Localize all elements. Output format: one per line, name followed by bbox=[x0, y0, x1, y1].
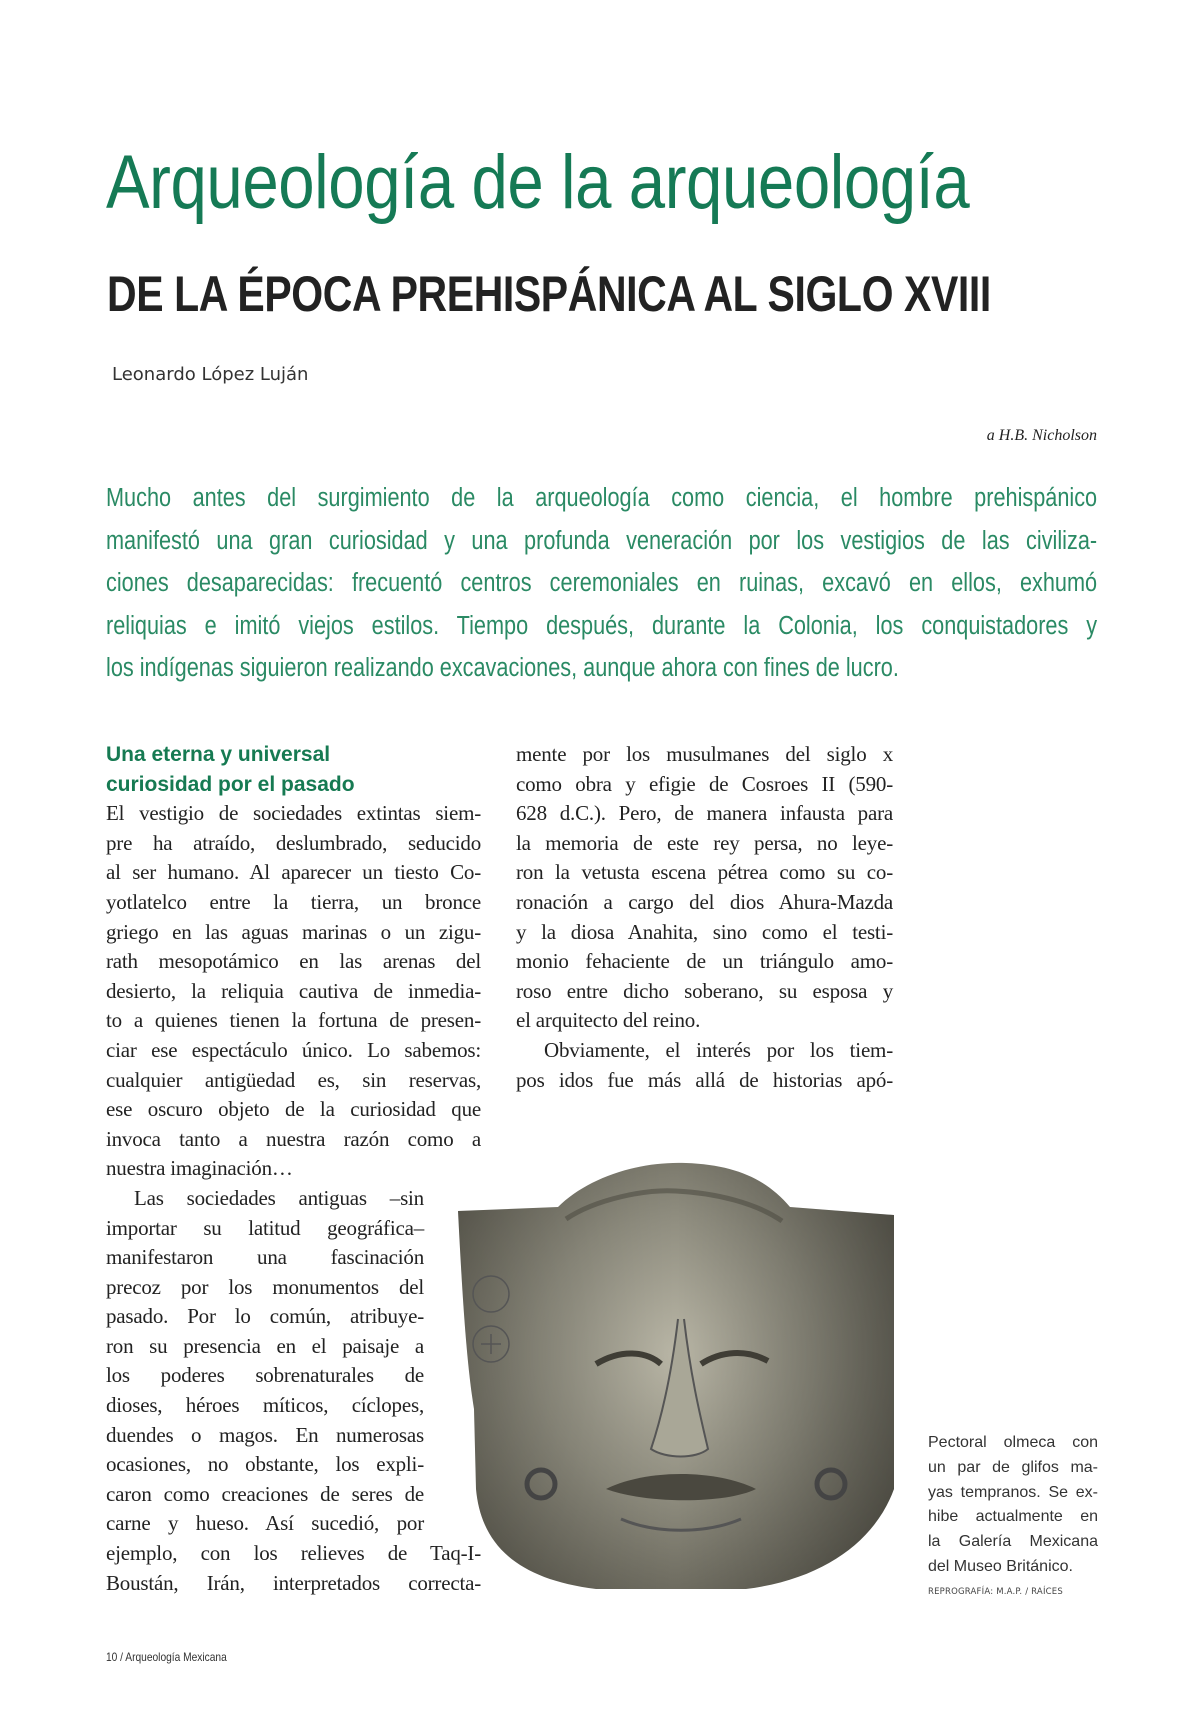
body-text-line: nuestra imaginación… bbox=[106, 1156, 293, 1181]
lead-line: ciones desaparecidas: frecuentó centros ceremoniales en ruinas, excavó en ellos, exhumó bbox=[106, 569, 1098, 597]
body-text-line: Boustán, Irán, interpretados correcta- bbox=[106, 1570, 481, 1595]
body-text-line: manifestaron una fascinación bbox=[106, 1245, 424, 1270]
body-text-line: desierto, la reliquia cautiva de inmedia- bbox=[106, 978, 481, 1003]
caption-line: Pectoral olmeca con bbox=[928, 1434, 1098, 1451]
body-text-line: El vestigio de sociedades extintas siem- bbox=[106, 801, 481, 826]
body-text-line: carne y hueso. Así sucedió, por bbox=[106, 1511, 424, 1536]
body-text-line: invoca tanto a nuestra razón como a bbox=[106, 1126, 481, 1151]
body-text-line: monio fehaciente de un triángulo amo- bbox=[516, 949, 893, 974]
page-folio: 10 / Arqueología Mexicana bbox=[106, 1650, 227, 1664]
section-heading-line: curiosidad por el pasado bbox=[106, 772, 355, 796]
section-heading-line: Una eterna y universal bbox=[106, 743, 331, 766]
figure-caption bbox=[928, 1431, 1098, 1580]
body-text-line: rath mesopotámico en las arenas del bbox=[106, 949, 481, 974]
body-text-line: ocasiones, no obstante, los expli- bbox=[106, 1452, 424, 1477]
author-byline: Leonardo López Luján bbox=[112, 364, 309, 385]
body-text-line: roso entre dicho soberano, su esposa y bbox=[516, 978, 893, 1003]
body-text-line: ejemplo, con los relieves de Taq-I- bbox=[106, 1541, 481, 1566]
body-text-line: como obra y efigie de Cosroes II (590- bbox=[516, 771, 893, 796]
dedication: a H.B. Nicholson bbox=[986, 427, 1097, 444]
body-text-line: el arquitecto del reino. bbox=[516, 1008, 701, 1033]
body-text-line: ese oscuro objeto de la curiosidad que bbox=[106, 1097, 481, 1122]
body-text-line: ciar ese espectáculo único. Lo sabemos: bbox=[106, 1037, 481, 1062]
photo-credit: REPROGRAFÍA: M.A.P. / RAÍCES bbox=[928, 1587, 1063, 1597]
body-text-line: importar su latitud geográfica– bbox=[106, 1215, 424, 1240]
lead-line: los indígenas siguieron realizando excavaciones, aunque ahora con fines de lucro. bbox=[106, 654, 899, 682]
body-text-line: griego en las aguas marinas o un zigu- bbox=[106, 919, 481, 944]
lead-line: Mucho antes del surgimiento de la arqueología como ciencia, el hombre prehispánico bbox=[106, 484, 1098, 512]
body-text-line: ron su presencia en el paisaje a bbox=[106, 1333, 424, 1358]
lead-line: reliquias e imitó viejos estilos. Tiempo después, durante la Colonia, los conquistadores y bbox=[106, 611, 1098, 640]
body-text-line: pre ha atraído, deslumbrado, seducido bbox=[106, 830, 481, 855]
body-text-line: dioses, héroes míticos, cíclopes, bbox=[106, 1393, 424, 1418]
body-text-line: mente por los musulmanes del siglo x bbox=[516, 742, 893, 766]
body-text-line: la memoria de este rey persa, no leye- bbox=[516, 830, 893, 855]
olmec-pectoral-image bbox=[446, 1159, 898, 1593]
body-text-line: precoz por los monumentos del bbox=[106, 1274, 424, 1299]
body-text-line: pasado. Por lo común, atribuye- bbox=[106, 1304, 424, 1329]
left-column bbox=[106, 740, 481, 1598]
body-text-line: y la diosa Anahita, sino como el testi- bbox=[516, 919, 893, 944]
body-text-line: yotlatelco entre la tierra, un bronce bbox=[106, 889, 481, 914]
caption-line: hibe actualmente en bbox=[928, 1508, 1098, 1526]
body-text-line: caron como creaciones de seres de bbox=[106, 1481, 424, 1506]
body-text-line: cualquier antigüedad es, sin reservas, bbox=[106, 1067, 481, 1092]
caption-line: yas tempranos. Se ex- bbox=[928, 1483, 1098, 1501]
body-text-line: los poderes sobrenaturales de bbox=[106, 1363, 424, 1388]
body-text-line: al ser humano. Al aparecer un tiesto Co- bbox=[106, 860, 481, 885]
right-column bbox=[516, 740, 893, 1095]
body-text-line: pos idos fue más allá de historias apó- bbox=[516, 1067, 893, 1092]
body-text-line: duendes o magos. En numerosas bbox=[106, 1422, 424, 1447]
lead-line: manifestó una gran curiosidad y una profunda veneración por los vestigios de las civiliza- bbox=[106, 526, 1098, 555]
caption-line: del Museo Británico. bbox=[928, 1557, 1073, 1575]
caption-line: la Galería Mexicana bbox=[928, 1533, 1098, 1551]
body-text-line: ron la vetusta escena pétrea como su co- bbox=[516, 860, 893, 885]
article-title: Arqueología de la arqueología bbox=[106, 140, 970, 225]
caption-line: un par de glifos ma- bbox=[928, 1458, 1098, 1476]
body-text-line: ronación a cargo del dios Ahura-Mazda bbox=[516, 889, 893, 914]
lead-paragraph bbox=[106, 477, 1097, 690]
body-text-line: to a quienes tienen la fortuna de presen- bbox=[106, 1008, 481, 1033]
body-text-line: Obviamente, el interés por los tiem- bbox=[544, 1037, 893, 1062]
article-subtitle: DE LA ÉPOCA PREHISPÁNICA AL SIGLO XVIII bbox=[107, 266, 991, 322]
body-text-line: 628 d.C.). Pero, de manera infausta para bbox=[516, 801, 893, 826]
body-text-line: Las sociedades antiguas –sin bbox=[134, 1185, 424, 1210]
